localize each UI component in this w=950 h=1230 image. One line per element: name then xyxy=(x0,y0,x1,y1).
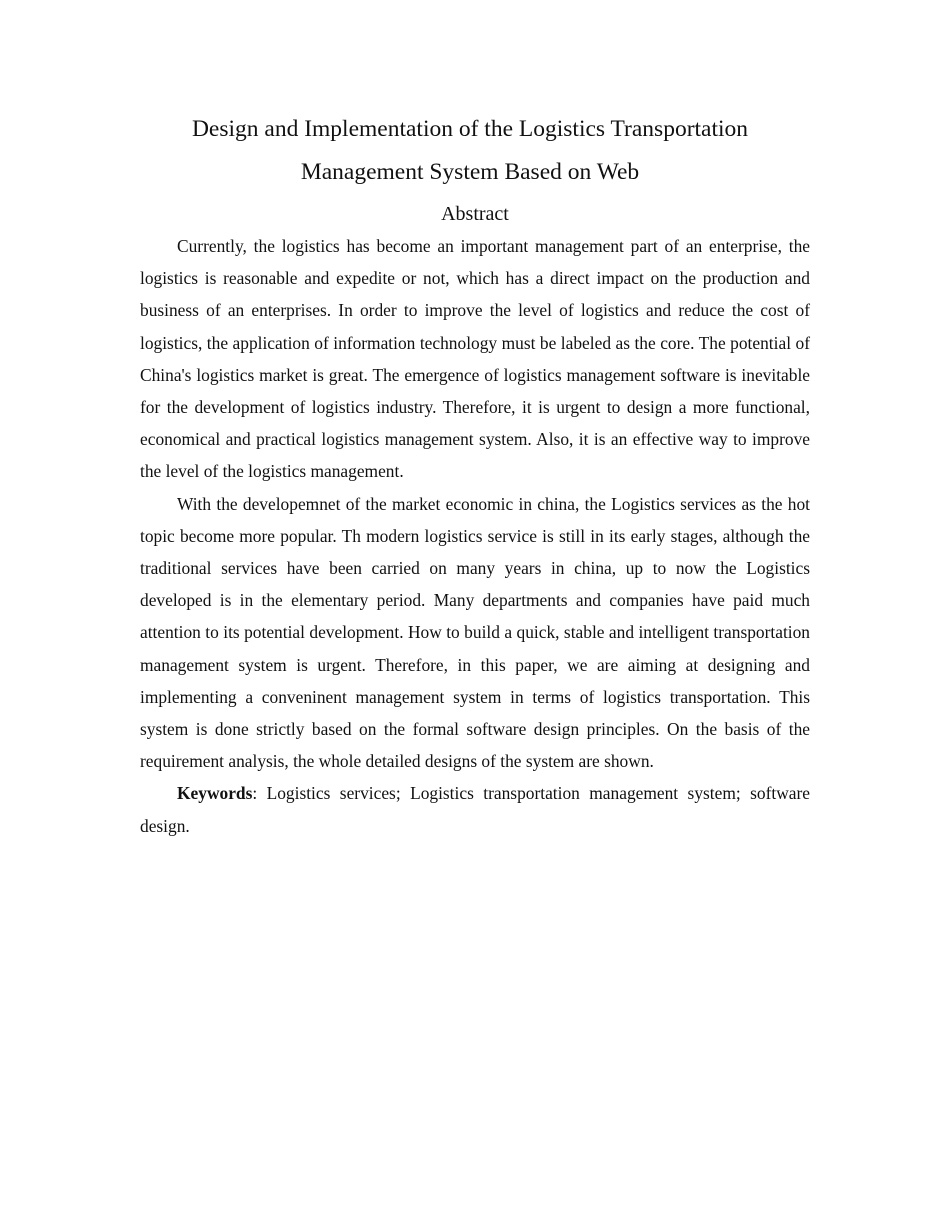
keywords-text: : Logistics services; Logistics transportation management system; software design. xyxy=(140,783,810,836)
keywords-paragraph xyxy=(140,777,810,841)
title-line-2: Management System Based on Web xyxy=(300,159,640,185)
abstract-paragraph-1: Currently, the logistics has become an important management part of an enterprise, the logistics is reasonable and expedite or not, which has a direct impact on the production and business of an enterprises. In order to improve the level of logistics and reduce the cost of logistics, the application of information technology must be labeled as the core. The potential of China's logistics market is great. The emergence of logistics management software is inevitable for the development of logistics industry. Therefore, it is urgent to design a more functional, economical and practical logistics management system. Also, it is an effective way to improve the level of the logistics management. xyxy=(140,236,810,482)
document-page xyxy=(140,108,810,842)
keywords-label: Keywords xyxy=(177,783,253,804)
abstract-paragraph-2: With the developemnet of the market economic in china, the Logistics services as the hot topic become more popular. Th modern logistics service is still in its early stages, although the traditional services have been carried on many years in china, up to now the Logistics developed is in the elementary period. Many departments and companies have paid much attention to its potential development. How to build a quick, stable and intelligent transportation management system is urgent. Therefore, in this paper, we are aiming at designing and implementing a conveninent management system in terms of logistics transportation. This system is done strictly based on the formal software design principles. On the basis of the requirement analysis, the whole detailed designs of the system are shown. xyxy=(140,493,810,772)
title-line-1: Design and Implementation of the Logistics Transportation xyxy=(191,116,749,142)
paper-title xyxy=(140,108,800,194)
abstract-heading: Abstract xyxy=(441,203,509,225)
